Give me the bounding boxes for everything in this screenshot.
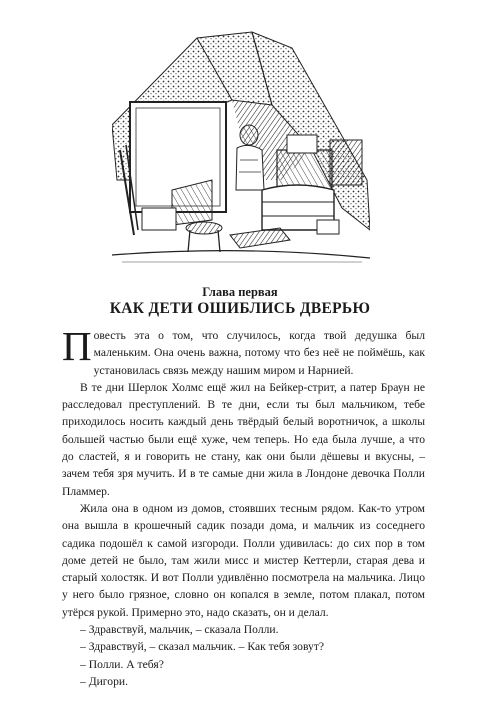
- chapter-label: Глава первая: [202, 285, 278, 299]
- chapter-illustration: [112, 30, 370, 270]
- paragraph-text: овесть эта о том, что случилось, когда твой дедушка был маленьким. Она очень важна, потому что без неё не поймёшь, как установилась связь между нашим миром и Нарнией.: [93, 329, 425, 377]
- dialogue-line: – Здравствуй, мальчик, – сказала Полли.: [80, 623, 279, 637]
- dialogue-block: [62, 621, 425, 690]
- dialogue-line: – Дигори.: [80, 674, 128, 688]
- dialogue-line: – Полли. А тебя?: [80, 657, 164, 671]
- paragraph: [62, 323, 425, 379]
- paragraph: В те дни Шерлок Холмс ещё жил на Бейкер-стрит, а патер Браун не расследовал преступлений. В те дни, если ты был мальчиком, тебе приходилось носить каждый день твёрдый белый воротничок, а школы большей частью были ещё хуже, чем теперь. Но еда была лучше, а что до сластей, я и говорить не стану, как они были дёшевы и вкусны, – зачем тебя зря мучить. И в те самые дни жила в Лондоне девочка Полли Пламмер.: [62, 380, 425, 498]
- chapter-title: КАК ДЕТИ ОШИБЛИСЬ ДВЕРЬЮ: [109, 300, 371, 317]
- paragraph: Жила она в одном из домов, стоявших тесным рядом. Как-то утром она вышла в крошечный садик позади дома, и мальчик из соседнего садика подошёл к самой изгороди. Полли удивилась: до сих пор в том доме детей не было, там жили мисс и мистер Кеттерли, старая дева и старый холостяк. И вот Полли удивлённо посмотрела на мальчика. Лицо у него было грязное, словно он копался в земле, потом плакал, потом утёрся рукой. Примерно это, надо сказать, он и делал.: [62, 501, 425, 619]
- dialogue-line: – Здравствуй, – сказал мальчик. – Как тебя зовут?: [80, 640, 325, 654]
- drop-cap: П: [62, 323, 92, 369]
- chapter-body: [62, 323, 425, 690]
